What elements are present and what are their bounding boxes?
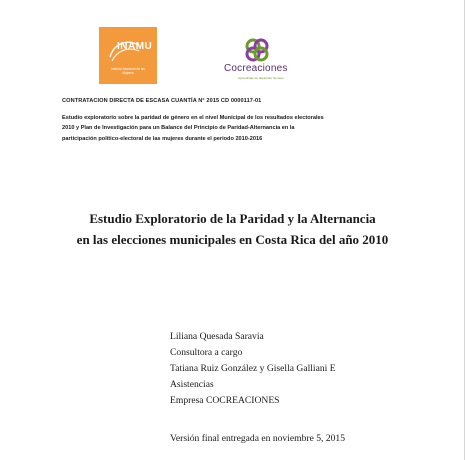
author-line: Empresa COCREACIONES bbox=[170, 395, 280, 406]
inamu-logo-name: INAMU bbox=[117, 41, 153, 52]
final-version-note: Versión final entregada en noviembre 5, 2015 bbox=[170, 433, 346, 444]
document-title-line: Estudio Exploratorio de la Paridad y la Alternancia bbox=[89, 211, 376, 226]
author-line: Consultora a cargo bbox=[170, 347, 243, 358]
description-line: participación político-electoral de las mujeres durante el periodo 2010-2016 bbox=[62, 136, 263, 142]
cocreaciones-mark-icon bbox=[244, 37, 270, 63]
description-line: 2010 y Plan de Investigación para un Balance del Principio de Paridad-Alternancia en la bbox=[62, 125, 295, 131]
author-line: Tatiana Ruiz González y Gisella Galliani E bbox=[170, 363, 336, 374]
inamu-logo bbox=[99, 27, 157, 84]
document-title-line: en las elecciones municipales en Costa Rica del año 2010 bbox=[76, 232, 389, 247]
author-line: Asistencias bbox=[170, 379, 214, 390]
description-line: Estudio exploratorio sobre la paridad de género en el nivel Municipal de los resultados electorales bbox=[62, 115, 324, 121]
cocreaciones-logo-name: Cocreaciones bbox=[224, 63, 288, 74]
contract-heading: CONTRATACION DIRECTA DE ESCASA CUANTÍA N° 2015 CD 0000117-01 bbox=[62, 98, 262, 104]
inamu-logo-tagline: Instituto Nacional de las Mujeres bbox=[111, 67, 145, 75]
cocreaciones-logo-tagline: Aprendizaje de desarrollo humano bbox=[238, 76, 284, 80]
author-line: Liliana Quesada Saravia bbox=[170, 331, 264, 342]
